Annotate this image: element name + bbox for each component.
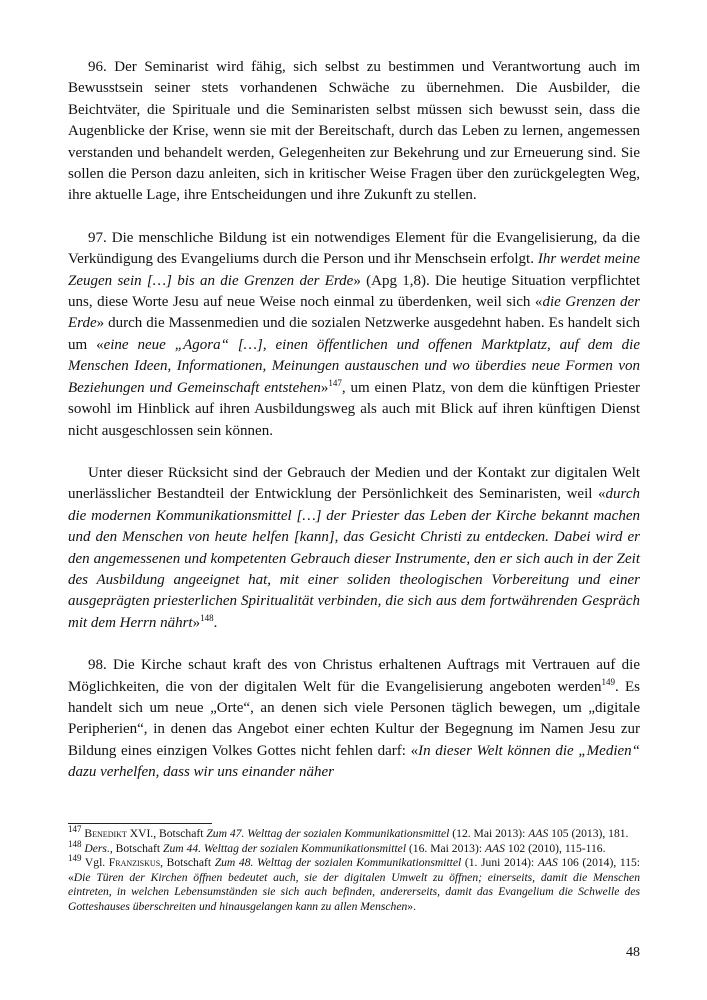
text-run: 106 (2014), 115: «: [68, 856, 641, 884]
text-run: , Botschaft: [160, 856, 215, 870]
text-run: » durch die Massenmedien und die sozialen Netzwerke ausgedehnt haben. Es handelt sich um «: [68, 315, 640, 353]
italic-run: Zum 47. Welttag der sozialen Kommunikationsmittel: [206, 827, 450, 840]
author-name: Franziskus: [108, 856, 161, 870]
italic-run: In dieser Welt können die „Medien“ dazu verhelfen, dass wir uns einander näher: [68, 742, 640, 781]
footnote-ref: 148: [200, 612, 214, 623]
italic-run: die Grenzen der Erde: [68, 294, 641, 332]
text-run: . Es handelt sich um neue „Orte“, an denen sich viele Personen täglich bewegen, um „digitale Peripherien“, in denen das Angebot einer echten Kultur der Begegnung im Namen Jesu zur Bildung eines einzigen Volkes Gottes nicht fehlen darf: «: [68, 678, 641, 759]
italic-run: eine neue „Agora“ […], einen öffentlichen und offenen Marktplatz, auf dem die Menschen Ideen, Informationen, Meinungen austauschen und wo überdies neue Formen von Beziehungen und Gemeinschaft entstehen: [68, 336, 640, 396]
italic-run: Ihr werdet meine Zeugen sein […] bis an die Grenzen der Erde: [68, 251, 640, 289]
italic-run: AAS: [484, 841, 505, 855]
text-run: (12. Mai 2013):: [449, 827, 529, 840]
text-run: 98. Die Kirche schaut kraft des von Christus erhaltenen Auftrags mit Vertrauen auf die Möglichkeiten, die von der digitalen Welt für die Evangelisierung angeboten werden: [68, 657, 640, 695]
italic-run: AAS: [528, 827, 549, 840]
author-name: Benedikt: [84, 827, 127, 840]
text-run: XVI., Botschaft: [126, 827, 207, 840]
italic-run: AAS: [537, 856, 558, 870]
text-run: (16. Mai 2013):: [406, 841, 485, 855]
paragraph-digital-media: [68, 463, 640, 634]
text-run: 102 (2010), 115-116.: [504, 841, 606, 855]
text-run: , Botschaft: [109, 841, 163, 855]
italic-run: Die Türen der Kirchen öffnen bedeutet auch, sie der digitalen Umwelt zu öffnen; einerseits, damit die Menschen eintreten, in welchen Lebensumständen sie sich auch befinden, andererseits, damit das Evangelium die Schwelle des Gotteshauses überschreiten und hinausgelangen kann zu allen Menschen: [68, 870, 640, 913]
page-number: 48: [626, 945, 640, 960]
page-body: [68, 57, 640, 805]
footnotes: [68, 824, 641, 915]
text-run: (1. Juni 2014):: [461, 856, 538, 870]
text-run: Vgl.: [81, 856, 109, 870]
text-run: 96. Der Seminarist wird fähig, sich selbst zu bestimmen und Verantwortung auch im Bewusstsein seiner stets vorhandenen Schwäche zu übernehmen. Die Ausbilder, die Beichtväter, die Spirituale und die Seminaristen selbst müssen sich bewusst sein, dass die Augenblicke der Krise, wenn sie mit der Bereitschaft, durch das Leben zu lernen, angemessen verstanden und behandelt werden, Gelegenheiten zur Bekehrung und zur Erneuerung sind. Sie sollen die Person dazu anleiten, sich in kritischer Weise Fragen über den zurückgelegten Weg, ihre aktuelle Lage, ihre Entscheidungen und ihre Zukunft zu stellen.: [68, 59, 640, 204]
text-run: 97. Die menschliche Bildung ist ein notwendiges Element für die Evangelisierung, da die Verkündigung des Evangeliums durch die Person und ihr Menschsein erfolgt.: [68, 229, 640, 268]
text-run: »: [320, 379, 329, 396]
footnote-ref: 148: [68, 838, 82, 849]
italic-run: durch die modernen Kommunikationsmittel […] der Priester das Leben der Kirche bekannt machen und den Menschen von heute helfen [kann], das Gesicht Christi zu entdecken. Dabei wird er den angemessenen und kompetenten Gebrauch dieser Instrumente, den er sich auch in der Zeit des Ausbildung angeeignet hat, mit einer soliden theologischen Vorbereitung und einer ausgeprägten priesterlichen Spiritualität verbinden, die sich aus dem fortwährenden Gespräch mit dem Herrn nährt: [68, 486, 640, 631]
footnote-ref: 147: [328, 377, 342, 388]
text-run: » (Apg 1,8). Die heutige Situation verpflichtet uns, diese Worte Jesu auf neue Weise noch einmal zu überdenken, weil sich «: [68, 272, 641, 311]
text-run: , um einen Platz, von dem die künftigen Priester sowohl im Hinblick auf ihren Ausbildungsweg als auch mit Blick auf ihren künftigen Dienst nicht ausgeschlossen sein können.: [68, 379, 640, 439]
paragraph-98: [68, 655, 640, 783]
paragraph-96: [68, 57, 640, 207]
text-run: 105 (2013), 181.: [548, 827, 629, 840]
footnote-separator: [68, 823, 212, 824]
footnote-ref: 149: [601, 676, 615, 687]
footnote-148: [68, 838, 640, 857]
footnote-149: [68, 853, 641, 914]
italic-run: Zum 44. Welttag der sozialen Kommunikationsmittel: [163, 841, 407, 855]
text-run: »: [192, 614, 201, 631]
text-run: .: [213, 614, 218, 631]
italic-run: Zum 48. Welttag der sozialen Kommunikationsmittel: [214, 856, 462, 870]
footnote-147: [68, 824, 640, 842]
paragraph-97: [68, 228, 640, 442]
footnote-ref: 147: [68, 824, 82, 835]
text-run: Unter dieser Rücksicht sind der Gebrauch der Medien und der Kontakt zur digitalen Welt unerlässlicher Bestandteil der Entwicklung der Persönlichkeit des Seminaristen, weil «: [68, 464, 640, 503]
text-run: ».: [407, 899, 416, 913]
footnote-ref: 149: [68, 853, 82, 864]
italic-run: Ders.: [84, 841, 110, 855]
